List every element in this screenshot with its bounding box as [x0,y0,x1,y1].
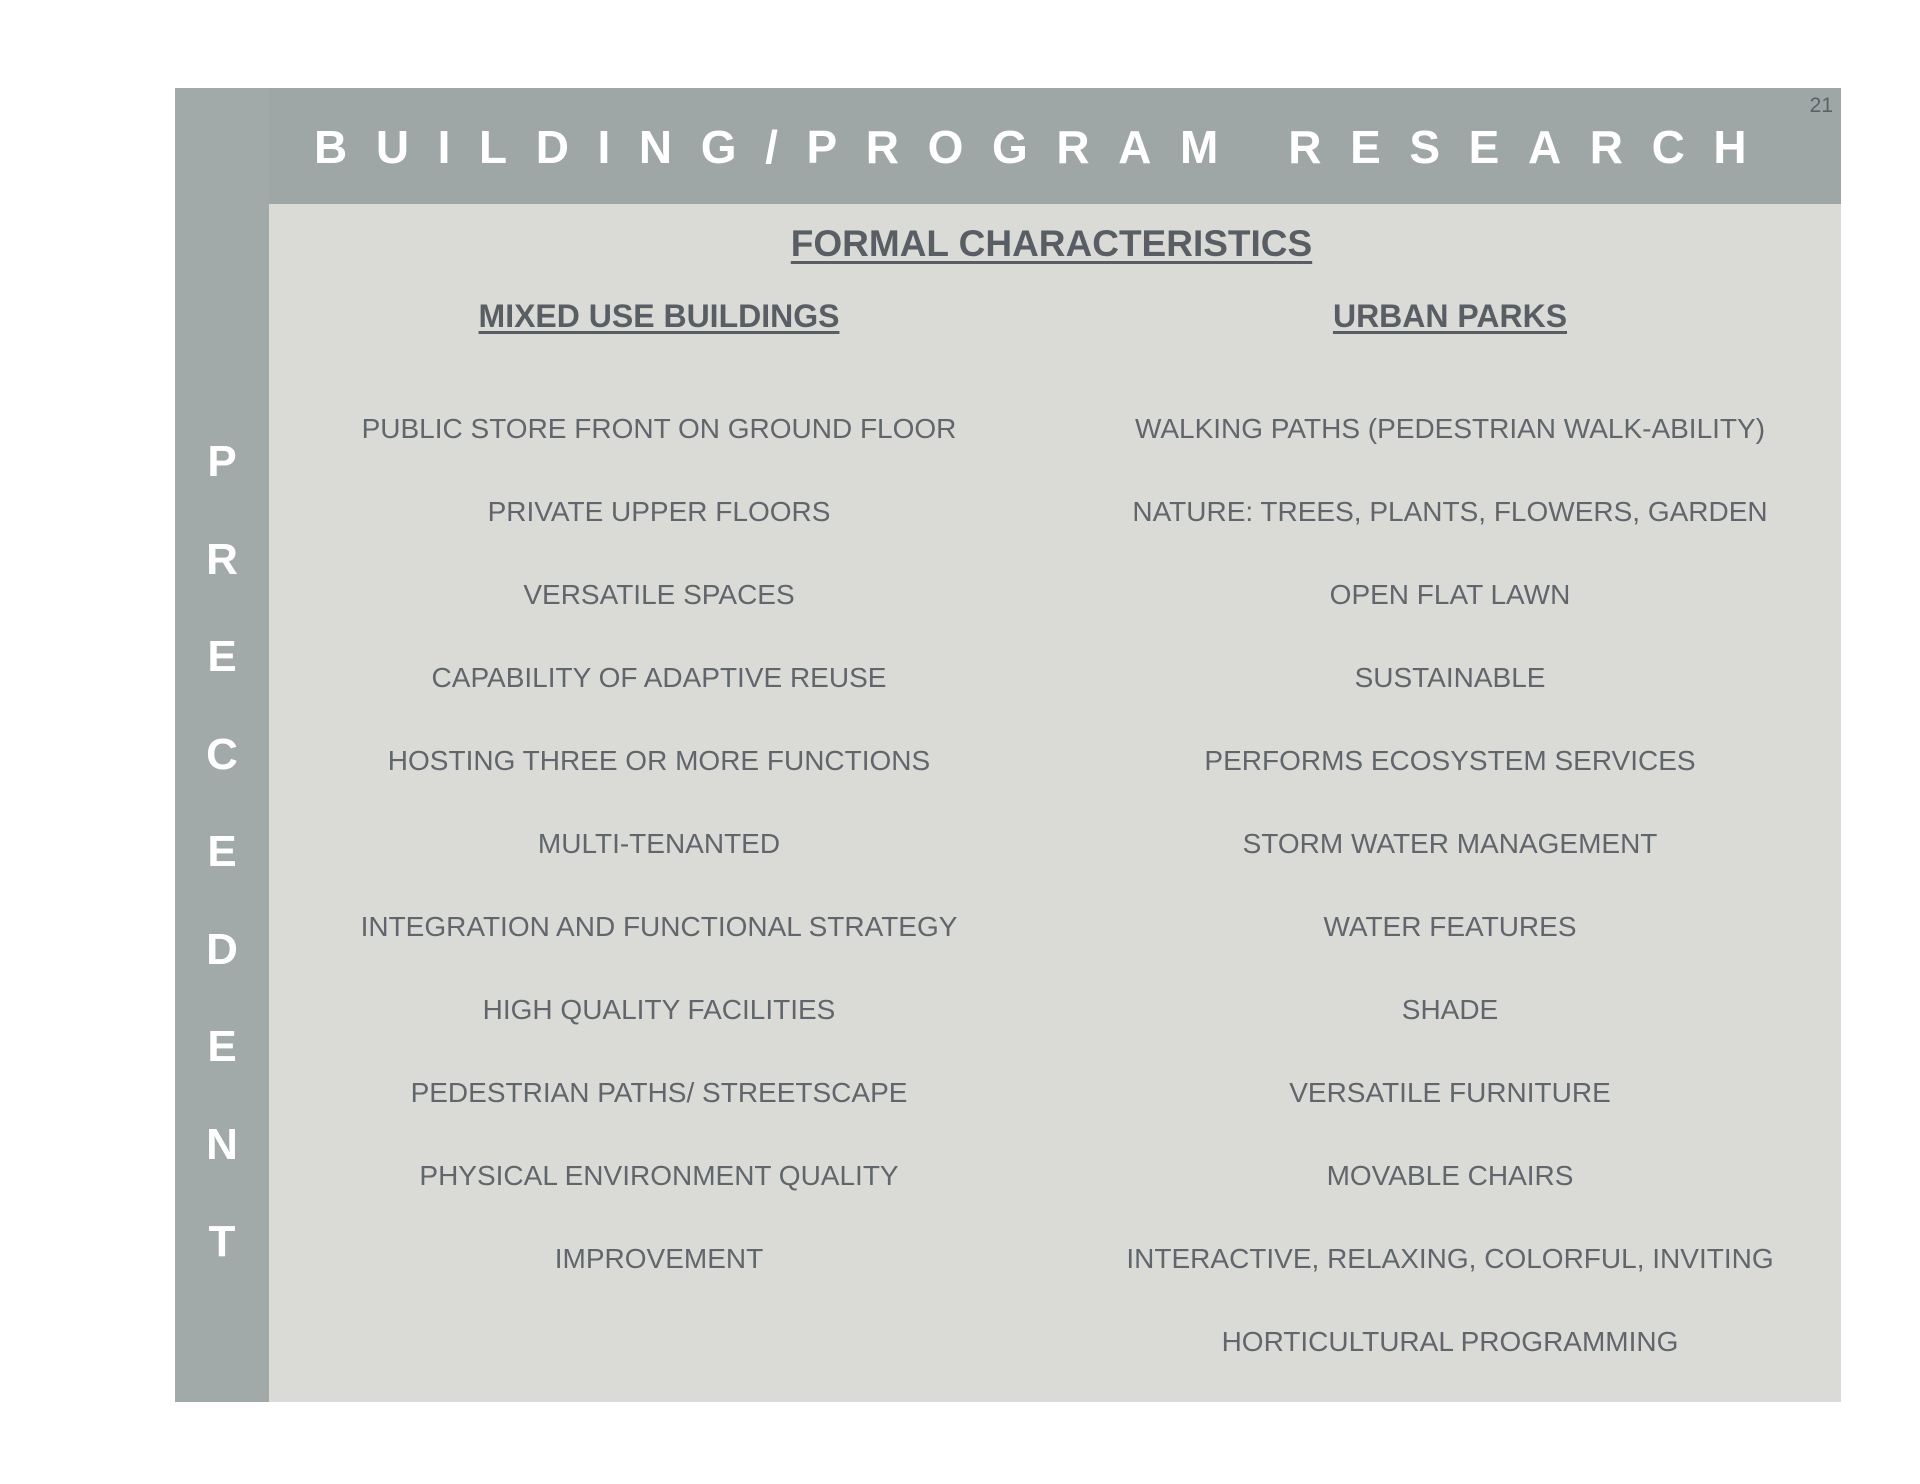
page-number: 21 [1809,94,1833,117]
side-label-letter: N [206,1119,238,1169]
list-item: PHYSICAL ENVIRONMENT QUALITY [419,1160,899,1191]
list-item: INTERACTIVE, RELAXING, COLORFUL, INVITING [1126,1243,1774,1274]
list-item: HIGH QUALITY FACILITIES [482,994,836,1025]
list-item: NATURE: TREES, PLANTS, FLOWERS, GARDEN [1132,496,1768,527]
column-title: URBAN PARKS [1332,298,1568,334]
list-item: INTEGRATION AND FUNCTIONAL STRATEGY [360,911,958,942]
list-item: MOVABLE CHAIRS [1326,1160,1574,1191]
header-bar [269,88,1841,204]
side-label-letter: P [207,437,237,486]
list-item: SUSTAINABLE [1354,662,1546,693]
column-title: MIXED USE BUILDINGS [478,298,840,334]
side-label-letter: C [206,729,238,779]
list-item: OPEN FLAT LAWN [1329,579,1571,610]
list-item: VERSATILE SPACES [523,579,795,610]
list-item: WATER FEATURES [1323,911,1577,942]
characteristics-list [299,413,1019,1326]
side-label-letter: R [206,534,238,584]
list-item: PUBLIC STORE FRONT ON GROUND FLOOR [361,413,957,444]
side-label-letter: E [207,1022,237,1071]
list-item: IMPROVEMENT [554,1243,764,1274]
side-bar [175,88,269,1402]
side-label-letter: D [206,924,238,974]
list-item: HOSTING THREE OR MORE FUNCTIONS [387,745,931,776]
content-panel [269,204,1841,1402]
page-title: BUILDING/PROGRAM RESEARCH [314,121,1776,173]
side-label-letter: T [208,1217,236,1266]
list-item: HORTICULTURAL PROGRAMMING [1221,1326,1679,1357]
side-label-letter: E [207,632,237,681]
side-label-precedent [175,437,269,1318]
side-label-letter: E [207,827,237,876]
list-item: STORM WATER MANAGEMENT [1242,828,1658,859]
list-item: CAPABILITY OF ADAPTIVE REUSE [431,662,887,693]
list-item: MULTI-TENANTED [537,828,781,859]
list-item: PEDESTRIAN PATHS/ STREETSCAPE [410,1077,908,1108]
list-item: PERFORMS ECOSYSTEM SERVICES [1204,745,1696,776]
list-item: PRIVATE UPPER FLOORS [487,496,831,527]
characteristics-list [1090,413,1810,1409]
list-item: SHADE [1401,994,1499,1025]
list-item: VERSATILE FURNITURE [1289,1077,1611,1108]
section-title: FORMAL CHARACTERISTICS [790,223,1313,264]
list-item: WALKING PATHS (PEDESTRIAN WALK-ABILITY) [1134,413,1766,444]
